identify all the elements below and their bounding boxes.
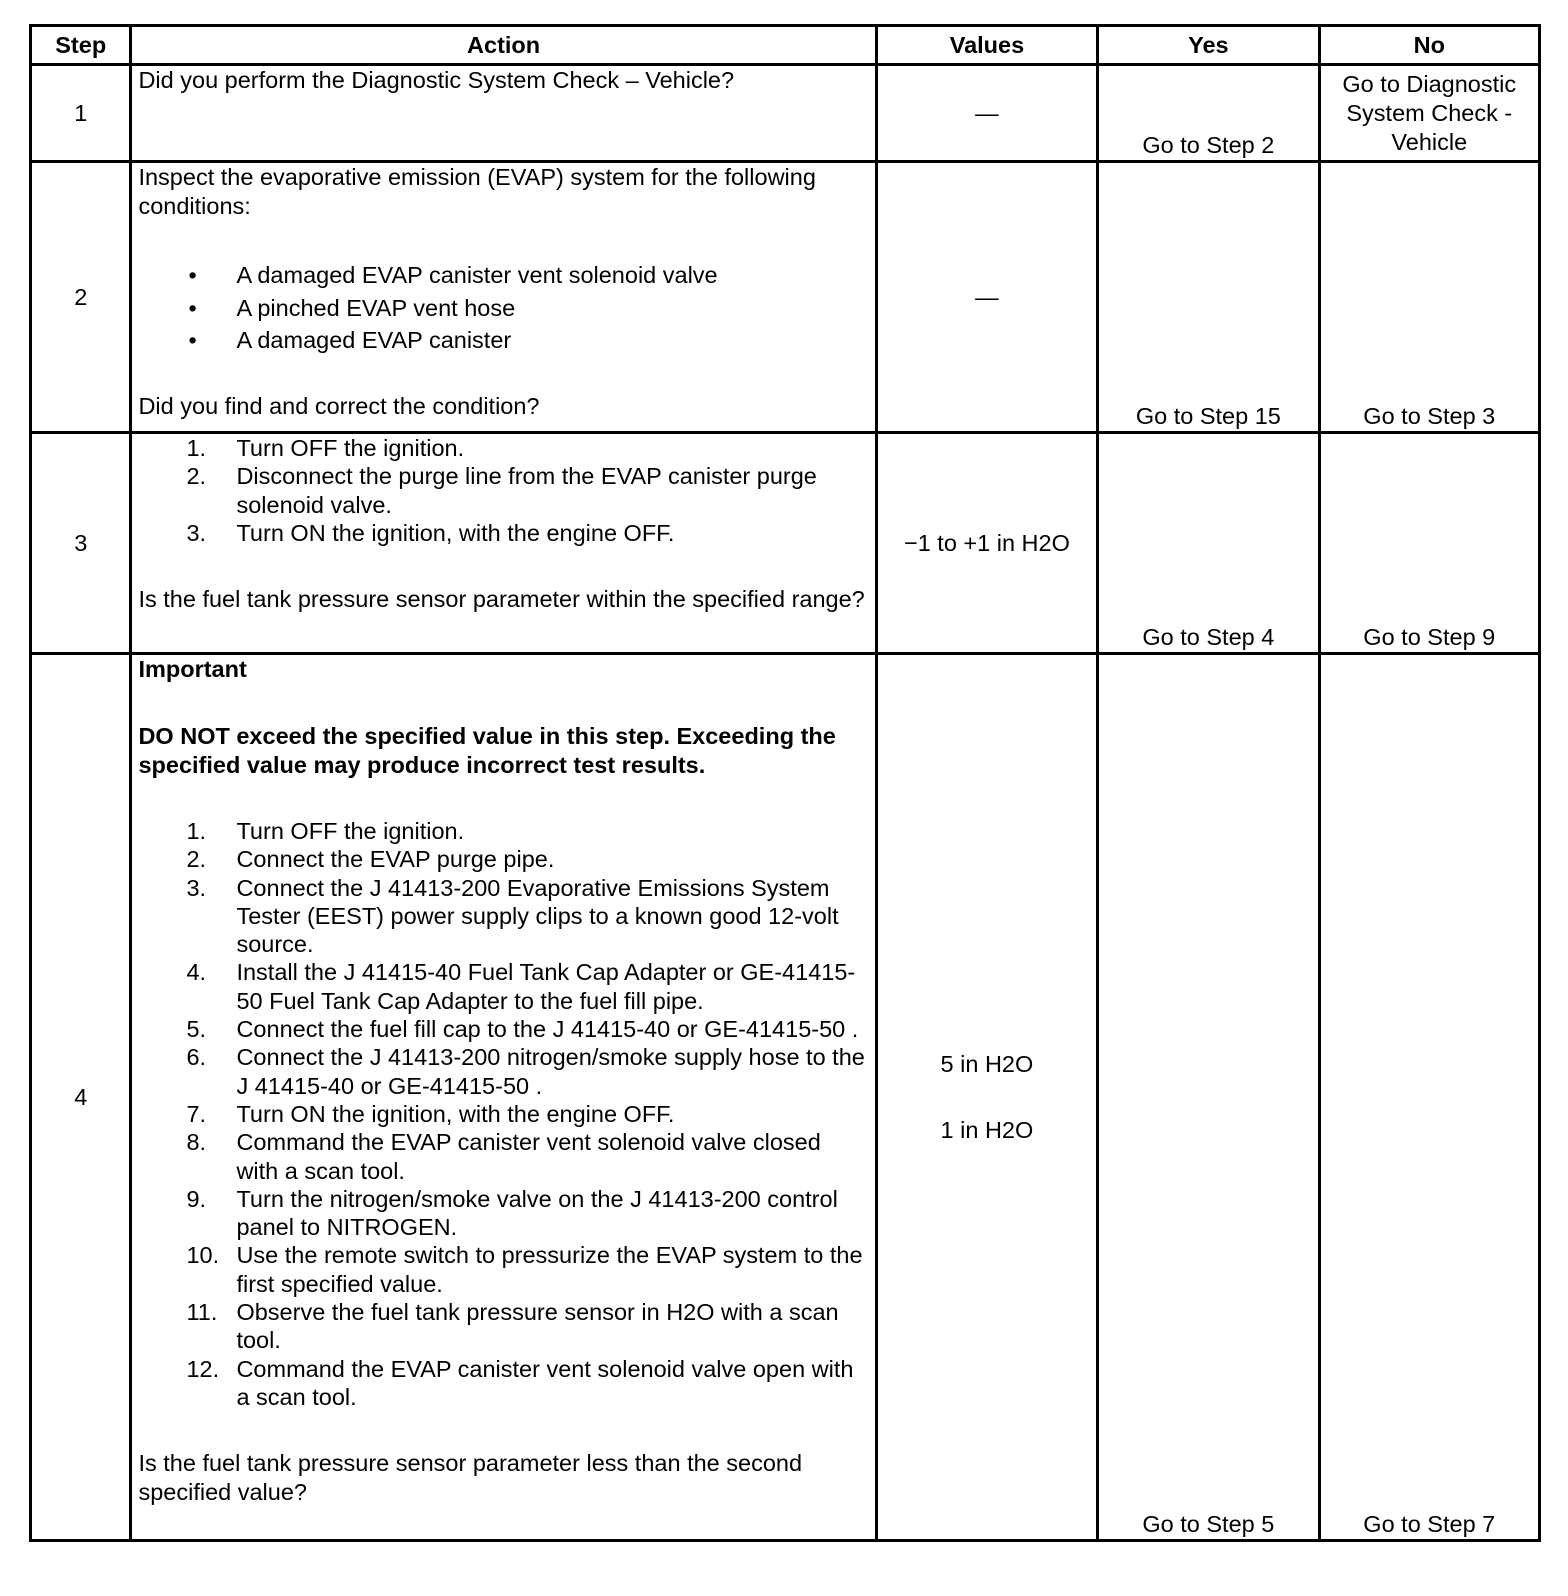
yes-cell: Go to Step 2 — [1098, 65, 1319, 162]
table-row — [31, 654, 1540, 1541]
values-cell: −1 to +1 in H2O — [876, 433, 1097, 654]
header-action: Action — [131, 26, 876, 65]
no-cell: Go to Step 9 — [1319, 433, 1539, 654]
header-step: Step — [31, 26, 131, 65]
table-row — [31, 433, 1540, 654]
list-item: 2. Connect the EVAP purge pipe. — [186, 846, 555, 873]
intro-text: Inspect the evaporative emission (EVAP) system for the following conditions: — [138, 164, 816, 219]
first-specified-value: 5 in H2O — [940, 1050, 1034, 1077]
question-text: Did you find and correct the condition? — [138, 392, 540, 419]
yes-cell: Go to Step 15 — [1098, 162, 1319, 433]
procedure-list — [138, 817, 868, 1411]
list-item: 5. Connect the fuel fill cap to the J 41415-40 or GE-41415-50 . — [186, 1016, 859, 1043]
header-no: No — [1319, 26, 1539, 65]
no-cell: Go to Step 3 — [1319, 162, 1539, 433]
list-item: 3. Turn ON the ignition, with the engine OFF. — [186, 519, 675, 546]
list-item: 11. Observe the fuel tank pressure sensor in H2O with a scan tool. — [186, 1299, 839, 1354]
list-item: 10. Use the remote switch to pressurize the EVAP system to the first specified value. — [186, 1242, 863, 1297]
list-item: 8. Command the EVAP canister vent solenoid valve closed with a scan tool. — [186, 1129, 821, 1184]
values-cell: — — [876, 162, 1097, 433]
question-text: Is the fuel tank pressure sensor parameter within the specified range? — [138, 586, 865, 613]
second-specified-value: 1 in H2O — [940, 1116, 1034, 1143]
table-row — [31, 162, 1540, 433]
no-cell: Go to Step 7 — [1319, 654, 1539, 1541]
values-cell — [876, 654, 1097, 1541]
step-number: 1 — [31, 65, 131, 162]
step-number: 2 — [31, 162, 131, 433]
list-item: • A pinched EVAP vent hose — [138, 292, 868, 325]
list-item: • A damaged EVAP canister — [138, 324, 868, 357]
list-item: 1. Turn OFF the ignition. — [186, 435, 465, 461]
list-item: 12. Command the EVAP canister vent solenoid valve open with a scan tool. — [186, 1355, 854, 1410]
no-cell: Go to Diagnostic System Check - Vehicle — [1319, 65, 1539, 162]
header-row — [31, 26, 1540, 65]
question-text: Did you perform the Diagnostic System Check – Vehicle? — [138, 67, 735, 93]
step-number: 4 — [31, 654, 131, 1541]
list-item: 7. Turn ON the ignition, with the engine OFF. — [186, 1100, 675, 1127]
action-cell — [131, 433, 876, 654]
list-item: 4. Install the J 41415-40 Fuel Tank Cap Adapter or GE-41415-50 Fuel Tank Cap Adapter to the fuel fill pipe. — [186, 959, 856, 1014]
diagnostic-table — [29, 24, 1541, 1542]
header-values: Values — [876, 26, 1097, 65]
list-item: 3. Connect the J 41413-200 Evaporative Emissions System Tester (EEST) power supply clips to a known good 12-volt source. — [186, 874, 839, 958]
header-yes: Yes — [1098, 26, 1319, 65]
procedure-list — [138, 434, 868, 547]
action-cell — [131, 162, 876, 433]
important-label: Important — [138, 656, 247, 682]
table-row — [31, 65, 1540, 162]
important-note: DO NOT exceed the specified value in this step. Exceeding the specified value may produce incorrect test results. — [138, 723, 836, 778]
list-item: 1. Turn OFF the ignition. — [186, 818, 465, 844]
question-text: Is the fuel tank pressure sensor parameter less than the second specified value? — [138, 1450, 803, 1506]
action-cell — [131, 65, 876, 162]
values-cell: — — [876, 65, 1097, 162]
yes-cell: Go to Step 4 — [1098, 433, 1319, 654]
list-item: 9. Turn the nitrogen/smoke valve on the J 41413-200 control panel to NITROGEN. — [186, 1185, 838, 1241]
list-item: 2. Disconnect the purge line from the EVAP canister purge solenoid valve. — [186, 463, 817, 518]
step-number: 3 — [31, 433, 131, 654]
yes-cell: Go to Step 5 — [1098, 654, 1319, 1541]
list-item: 6. Connect the J 41413-200 nitrogen/smoke supply hose to the J 41415-40 or GE-41415-50 . — [186, 1044, 865, 1099]
condition-list — [138, 259, 868, 357]
list-item: • A damaged EVAP canister vent solenoid valve — [138, 259, 868, 292]
action-cell — [131, 654, 876, 1541]
